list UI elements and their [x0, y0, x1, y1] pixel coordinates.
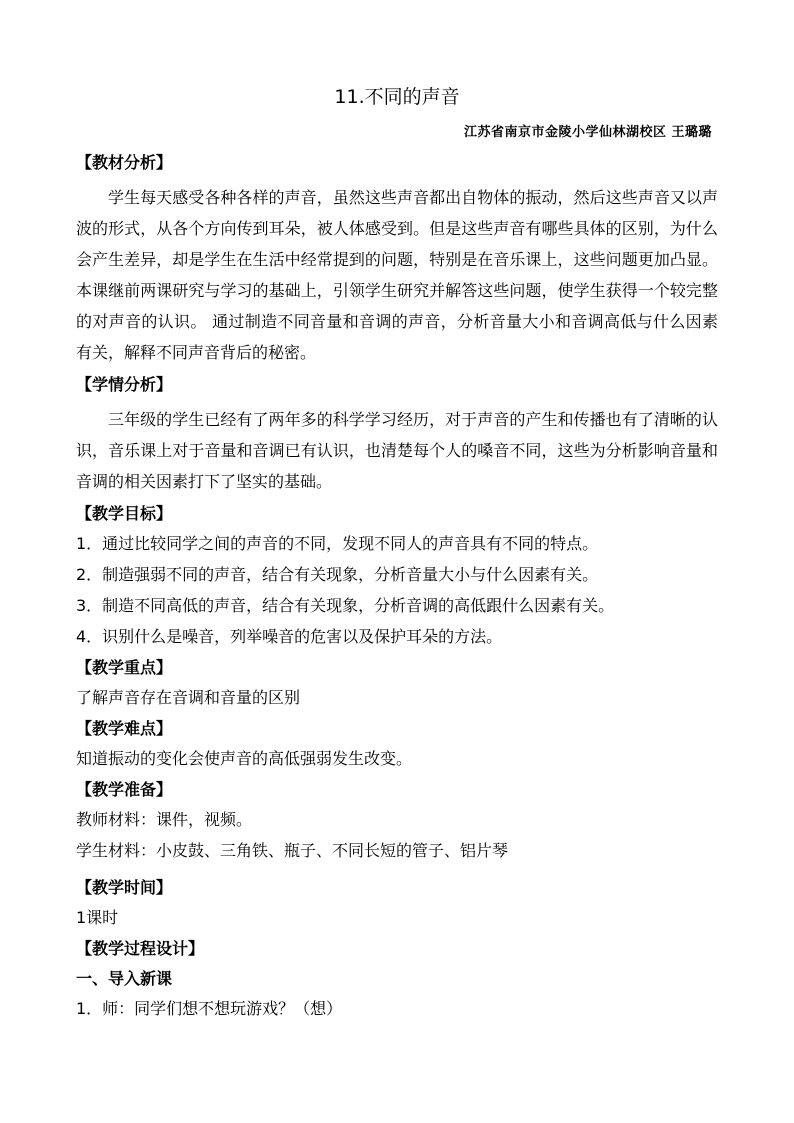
list-item: 1．师：同学们想不想玩游戏？（想） [76, 999, 343, 1018]
section-heading: 【教学过程设计】 [76, 939, 205, 958]
section-teaching-time [76, 877, 718, 929]
paragraph: 学生每天感受各种各样的声音，虽然这些声音都出自物体的振动，然后这些声音又以声波的形式，从各个方向传到耳朵，被人体感受到。但是这些声音有哪些具体的区别，为什么会产生差异，却是学生在生活中经常提到的问题，特别是在音乐课上，这些问题更加凸显。本课继前两课研究与学习的基础上，引领学生研究并解答这些问题，使学生获得一个较完整的对声音的认识。 通过制造不同音量和音调的声音，分析音量大小和音调高低与什么因素有关，解释不同声音背后的秘密。 [76, 188, 718, 362]
list-item: 1．通过比较同学之间的声音的不同，发现不同人的声音具有不同的特点。 [76, 534, 599, 553]
section-heading: 【学情分析】 [76, 375, 173, 394]
paragraph: 了解声音存在音调和音量的区别 [76, 688, 301, 707]
teacher-materials: 教师材料：课件，视频。 [76, 810, 253, 829]
section-teaching-goals [76, 503, 718, 648]
section-heading: 【教学准备】 [76, 780, 173, 799]
section-heading: 【教材分析】 [76, 153, 173, 172]
section-heading: 【教学重点】 [76, 658, 173, 677]
document-body [76, 152, 718, 1029]
section-heading: 【教学时间】 [76, 878, 173, 897]
section-difficulties [76, 718, 718, 770]
section-key-points [76, 657, 718, 709]
document-author: 江苏省南京市金陵小学仙林湖校区 王璐璐 [463, 125, 712, 140]
list-item: 4．识别什么是噪音，列举噪音的危害以及保护耳朵的方法。 [76, 627, 503, 646]
section-preparation [76, 779, 718, 862]
subsection-heading: 一、导入新课 [76, 969, 173, 988]
section-heading: 【教学目标】 [76, 504, 173, 523]
section-student-analysis [76, 374, 718, 497]
section-material-analysis [76, 152, 718, 368]
paragraph: 1课时 [76, 908, 119, 927]
student-materials: 学生材料：小皮鼓、三角铁、瓶子、不同长短的管子、铝片琴 [76, 841, 509, 860]
list-item: 2．制造强弱不同的声音，结合有关现象，分析音量大小与什么因素有关。 [76, 565, 599, 584]
paragraph: 知道振动的变化会使声音的高低强弱发生改变。 [76, 749, 413, 768]
document-title: 11.不同的声音 [334, 86, 460, 108]
paragraph: 三年级的学生已经有了两年多的科学学习经历，对于声音的产生和传播也有了清晰的认识，音乐课上对于音量和音调已有认识，也清楚每个人的嗓音不同，这些为分析影响音量和音调的相关因素打下了坚实的基础。 [76, 410, 718, 491]
section-process-design [76, 938, 718, 1020]
section-heading: 【教学难点】 [76, 719, 173, 738]
list-item: 3．制造不同高低的声音，结合有关现象，分析音调的高低跟什么因素有关。 [76, 596, 615, 615]
